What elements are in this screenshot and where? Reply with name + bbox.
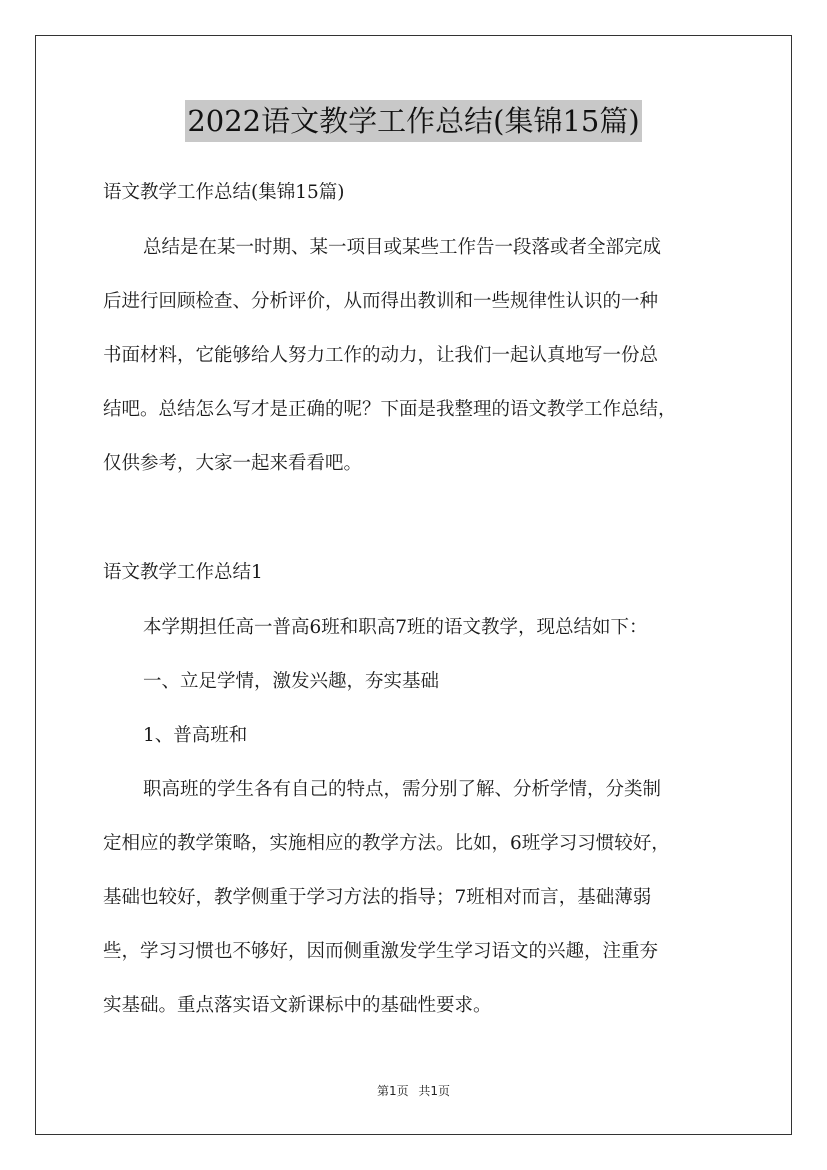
page-footer (0, 1082, 827, 1099)
body-line-5: 定相应的教学策略，实施相应的教学方法。比如，6班学习习惯较好， (103, 833, 670, 854)
document-title: 2022语文教学工作总结(集锦15篇) (185, 100, 641, 142)
page-number-current: 第1页 (376, 1084, 409, 1098)
body-line-6: 基础也较好，教学侧重于学习方法的指导；7班相对而言，基础薄弱 (103, 887, 652, 908)
body-line-7: 些，学习习惯也不够好，因而侧重激发学生学习语文的兴趣，注重夯 (103, 941, 659, 962)
intro-line-2: 后进行回顾检查、分析评价，从而得出教训和一些规律性认识的一种 (103, 291, 659, 312)
intro-line-4: 结吧。总结怎么写才是正确的呢？下面是我整理的语文教学工作总结， (103, 399, 677, 420)
page-number-total: 共1页 (418, 1084, 451, 1098)
title-wrap (0, 100, 827, 142)
subtitle: 语文教学工作总结(集锦15篇) (103, 182, 345, 203)
section-heading: 语文教学工作总结1 (103, 562, 263, 583)
body-line-3: 1、普高班和 (143, 725, 248, 746)
body-line-4: 职高班的学生各有自己的特点，需分别了解、分析学情，分类制 (143, 779, 662, 800)
intro-line-1: 总结是在某一时期、某一项目或某些工作告一段落或者全部完成 (143, 237, 662, 258)
intro-line-3: 书面材料，它能够给人努力工作的动力，让我们一起认真地写一份总 (103, 345, 659, 366)
body-line-2: 一、立足学情，激发兴趣，夯实基础 (143, 671, 440, 692)
body-line-1: 本学期担任高一普高6班和职高7班的语文教学，现总结如下： (143, 617, 648, 638)
body-line-8: 实基础。重点落实语文新课标中的基础性要求。 (103, 995, 492, 1016)
intro-line-5: 仅供参考，大家一起来看看吧。 (103, 453, 363, 474)
